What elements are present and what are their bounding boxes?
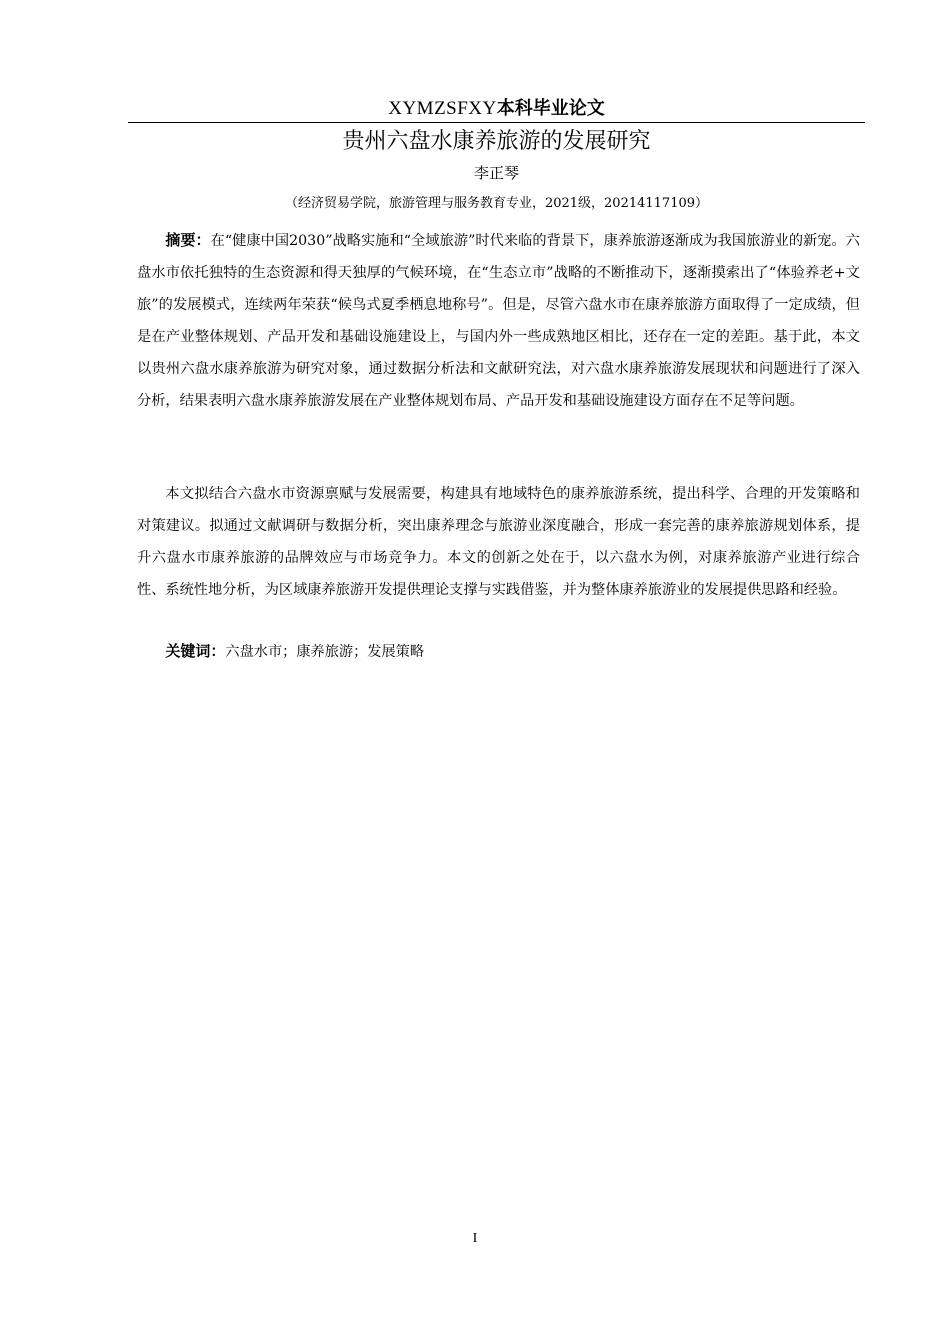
page-header [128,96,865,123]
abstract-paragraph-2 [137,478,860,606]
author-name: 李正琴 [473,164,519,182]
abstract-paragraph-1 [137,224,860,417]
keywords-label: 关键词： [165,642,226,660]
abstract-text-2: 本文拟结合六盘水市资源禀赋与发展需要，构建具有地域特色的康养旅游系统，提出科学、合理的开发策略和对策建议。拟通过文献调研与数据分析，突出康养理念与旅游业深度融合，形成一套完善的康养旅游规划体系，提升六盘水市康养旅游的品牌效应与市场竞争力。本文的创新之处在于，以六盘水为例，对康养旅游产业进行综合性、系统性地分析，为区域康养旅游开发提供理论支撑与实践借鉴，并为整体康养旅游业的发展提供思路和经验。 [137,486,860,598]
header-code: XYMZSFXY [388,98,497,119]
page-number: I [472,1231,478,1246]
keywords-value: 六盘水市；康养旅游；发展策略 [225,644,425,660]
paper-title: 贵州六盘水康养旅游的发展研究 [342,129,651,154]
author-affiliation: （经济贸易学院，旅游管理与服务教育专业，2021级，20214117109） [284,196,709,211]
keywords-line [137,635,860,668]
abstract-label: 摘要： [165,231,211,249]
header-label: 本科毕业论文 [496,98,605,119]
abstract-text-1: 在“健康中国2030”战略实施和“全域旅游”时代来临的背景下，康养旅游逐渐成为我国旅游业的新宠。六盘水市依托独特的生态资源和得天独厚的气候环境，在“生态立市”战略的不断推动下，逐渐摸索出了“体验养老+文旅”的发展模式，连续两年荣获“候鸟式夏季栖息地称号”。但是，尽管六盘水市在康养旅游方面取得了一定成绩，但是在产业整体规划、产品开发和基础设施建设上，与国内外一些成熟地区相比，还存在一定的差距。基于此，本文以贵州六盘水康养旅游为研究对象，通过数据分析法和文献研究法，对六盘水康养旅游发展现状和问题进行了深入分析，结果表明六盘水康养旅游发展在产业整体规划布局、产品开发和基础设施建设方面存在不足等问题。 [137,233,860,409]
